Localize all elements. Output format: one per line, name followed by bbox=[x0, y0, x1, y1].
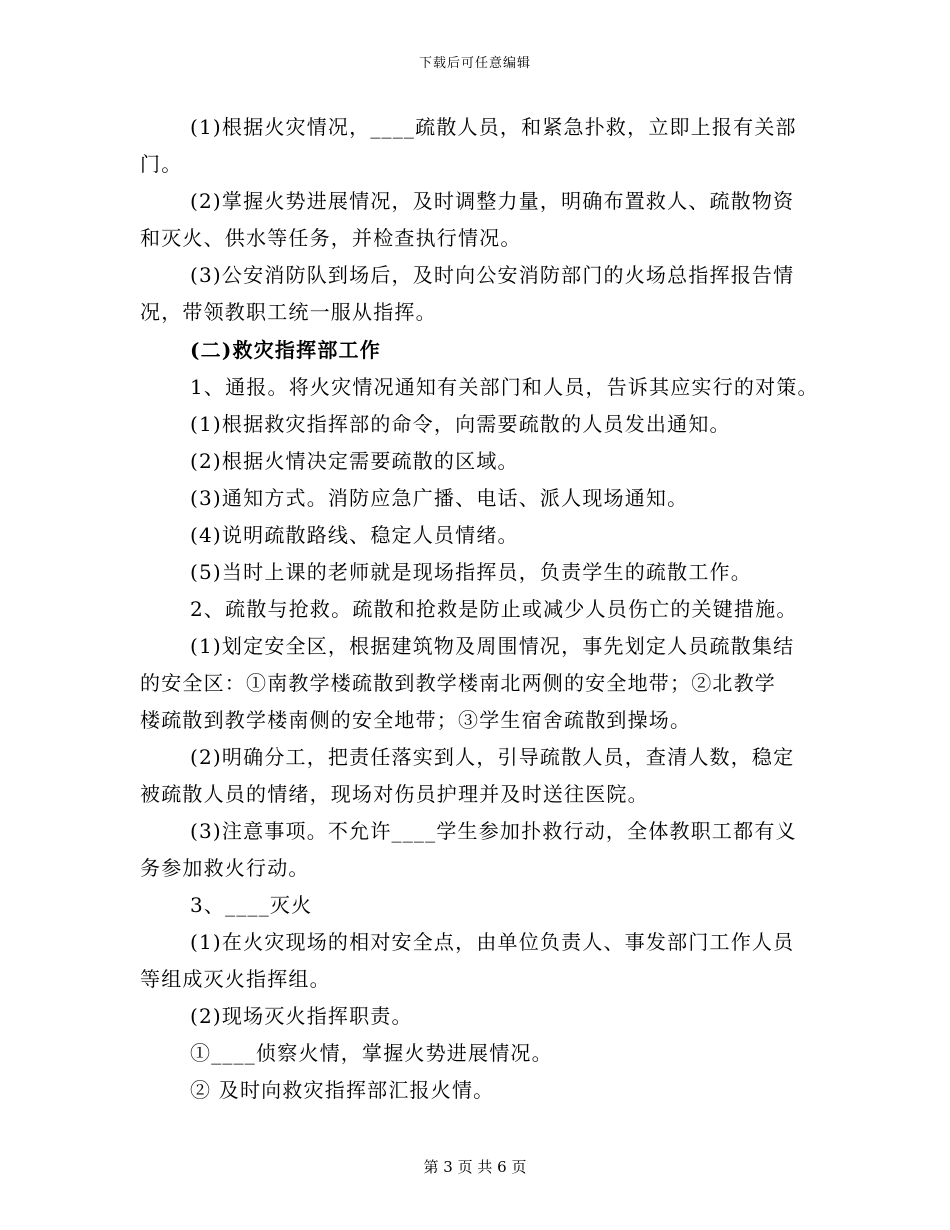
paragraph-line: (1)根据救灾指挥部的命令，向需要疏散的人员发出通知。 bbox=[190, 412, 731, 436]
paragraph-line: 楼疏散到教学楼南侧的安全地带；③学生宿舍疏散到操场。 bbox=[140, 708, 692, 732]
paragraph-line: 和灭火、供水等任务，并检查执行情况。 bbox=[140, 226, 522, 250]
paragraph-line: 被疏散人员的情绪，现场对伤员护理并及时送往医院。 bbox=[140, 782, 649, 806]
paragraph-line: 门。 bbox=[140, 152, 183, 176]
paragraph-line: (5)当时上课的老师就是现场指挥员，负责学生的疏散工作。 bbox=[190, 560, 752, 584]
paragraph-line: (1)划定安全区，根据建筑物及周围情况，事先划定人员疏散集结 bbox=[190, 634, 795, 658]
paragraph-line: 等组成灭火指挥组。 bbox=[140, 967, 331, 991]
paragraph-line: 务参加救火行动。 bbox=[140, 856, 310, 880]
page-header: 下载后可任意编辑 bbox=[418, 56, 531, 71]
paragraph-line: (4)说明疏散路线、稳定人员情绪。 bbox=[190, 523, 519, 547]
paragraph-line: (3)注意事项。不允许____学生参加扑救行动，全体教职工都有义 bbox=[190, 819, 797, 843]
paragraph-line: (2)根据火情决定需要疏散的区域。 bbox=[190, 449, 519, 473]
paragraph-line: 1、通报。将火灾情况通知有关部门和人员，告诉其应实行的对策。 bbox=[190, 375, 819, 399]
paragraph-line: (2)明确分工，把责任落实到人，引导疏散人员，查清人数，稳定 bbox=[190, 745, 795, 769]
paragraph-line: ② 及时向救灾指挥部汇报火情。 bbox=[190, 1078, 495, 1102]
paragraph-line: (3)公安消防队到场后，及时向公安消防部门的火场总指挥报告情 bbox=[190, 263, 795, 287]
paragraph-line: (1)在火灾现场的相对安全点，由单位负责人、事发部门工作人员 bbox=[190, 930, 795, 954]
paragraph-line: 2、疏散与抢救。疏散和抢救是防止或减少人员伤亡的关键措施。 bbox=[190, 597, 798, 621]
section-heading: (二)救灾指挥部工作 bbox=[190, 338, 381, 362]
page-footer: 第 3 页 共 6 页 bbox=[423, 1158, 527, 1176]
paragraph-line: (2)掌握火势进展情况，及时调整力量，明确布置救人、疏散物资 bbox=[190, 189, 795, 213]
paragraph-line: (2)现场灭火指挥职责。 bbox=[190, 1004, 413, 1028]
paragraph-line: 的安全区：①南教学楼疏散到教学楼南北两侧的安全地带；②北教学 bbox=[140, 671, 776, 695]
paragraph-line: (1)根据火灾情况，____疏散人员，和紧急扑救，立即上报有关部 bbox=[190, 115, 797, 139]
paragraph-line: ①____侦察火情，掌握火势进展情况。 bbox=[190, 1041, 553, 1065]
paragraph-line: (3)通知方式。消防应急广播、电话、派人现场通知。 bbox=[190, 486, 689, 510]
paragraph-line: 3、____灭火 bbox=[190, 893, 313, 917]
paragraph-line: 况，带领教职工统一服从指挥。 bbox=[140, 300, 437, 324]
